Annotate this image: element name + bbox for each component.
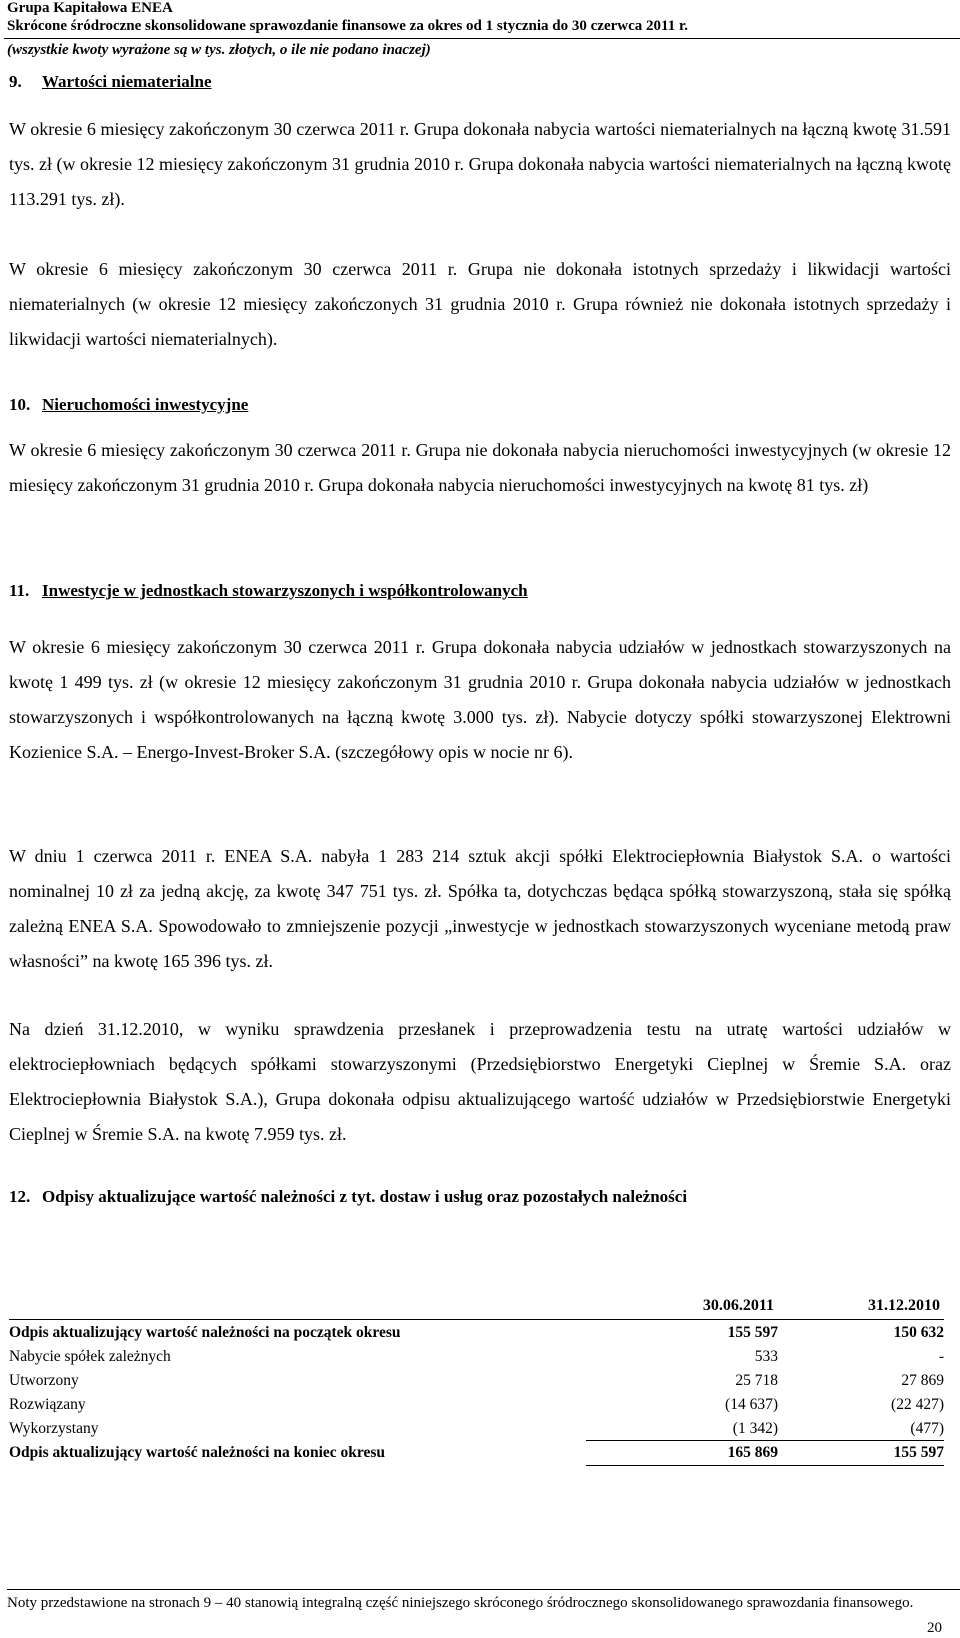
column-header-2010: 31.12.2010 [868,1297,940,1314]
table-row [9,1346,944,1368]
table-row [9,1418,944,1440]
paragraph: W dniu 1 czerwca 2011 r. ENEA S.A. nabyła 1 283 214 sztuk akcji spółki Elektrociepłownia Białystok S.A. o wartości nominalnej 10 zł za jedną akcję, za kwotę 347 751 tys. zł. Spółka ta, dotychczas będąca spółką stowarzyszoną, stała się spółką zależną ENEA S.A. Spowodowało to zmniejszenie pozycji „inwestycje w jednostkach stowarzyszonych wyceniane metodą praw własności” na kwotę 165 396 tys. zł. [9,846,951,971]
page-number: 20 [927,1620,942,1636]
paragraph: W okresie 6 miesięcy zakończonym 30 czerwca 2011 r. Grupa nie dokonała istotnych sprzedaży i likwidacji wartości niematerialnych (w okresie 12 miesięcy zakończonych 31 grudnia 2010 r. Grupa również nie dokonała istotnych sprzedaży i likwidacji wartości niematerialnych). [9,259,951,349]
table-row [9,1322,944,1344]
table-row [9,1370,944,1392]
section-title: Odpisy aktualizujące wartość należności z tyt. dostaw i usług oraz pozostałych należności [42,1187,688,1206]
header-divider [4,38,960,39]
footer-divider [7,1589,960,1590]
paragraph: W okresie 6 miesięcy zakończonym 30 czerwca 2011 r. Grupa dokonała nabycia udziałów w jednostkach stowarzyszonych na kwotę 1 499 tys. zł (w okresie 12 miesięcy zakończonym 31 grudnia 2010 r. Grupa dokonała nabycia udziałów w jednostkach stowarzyszonych i współkontrolowanych na łączną kwotę 3.000 tys. zł). Nabycie dotyczy spółki stowarzyszonej Elektrowni Kozienice S.A. – Energo-Invest-Broker S.A. (szczegółowy opis w nocie nr 6). [9,637,951,762]
row-label: Utworzony [9,1372,79,1389]
value-2010: 150 632 [893,1324,944,1341]
section-title: Inwestycje w jednostkach stowarzyszonych i współkontrolowanych [42,581,528,600]
table-top-rule [9,1319,944,1320]
section-title: Nieruchomości inwestycyjne [42,395,249,414]
company-name: Grupa Kapitałowa ENEA [7,0,173,16]
table-row [9,1442,944,1464]
section-number: 9. [9,72,22,91]
value-2011: (14 637) [725,1396,778,1413]
row-label: Odpis aktualizujący wartość należności na początek okresu [9,1324,401,1341]
value-2011: 25 718 [735,1372,778,1389]
report-title: Skrócone śródroczne skonsolidowane sprawozdanie finansowe za okres od 1 stycznia do 30 czerwca 2011 r. [7,18,688,34]
section-number: 12. [9,1187,31,1206]
section-number: 11. [9,581,30,600]
paragraph: W okresie 6 miesięcy zakończonym 30 czerwca 2011 r. Grupa dokonała nabycia wartości niematerialnych na łączną kwotę 31.591 tys. zł (w okresie 12 miesięcy zakończonym 31 grudnia 2010 r. Grupa dokonała nabycia wartości niematerialnych na łączną kwotę 113.291 tys. zł). [9,119,951,209]
amounts-note: (wszystkie kwoty wyrażone są w tys. złotych, o ile nie podano inaczej) [7,42,431,58]
row-label: Wykorzystany [9,1420,99,1437]
column-header-2011: 30.06.2011 [702,1297,774,1314]
row-label: Nabycie spółek zależnych [9,1348,171,1365]
value-2011: 533 [754,1348,778,1365]
section-heading-11 [9,581,528,601]
value-2011: (1 342) [732,1420,778,1437]
section-heading-12 [9,1187,687,1207]
value-2010: - [938,1348,944,1365]
value-2011: 155 597 [727,1324,778,1341]
paragraph: Na dzień 31.12.2010, w wyniku sprawdzenia przesłanek i przeprowadzenia testu na utratę wartości udziałów w elektrociepłowniach będących spółkami stowarzyszonymi (Przedsiębiorstwo Energetyki Cieplnej w Śremie S.A. oraz Elektrociepłownia Białystok S.A.), Grupa dokonała odpisu aktualizującego wartość udziałów w Przedsiębiorstwie Energetyki Cieplnej w Śremie S.A. na kwotę 7.959 tys. zł. [9,1019,951,1144]
paragraph: W okresie 6 miesięcy zakończonym 30 czerwca 2011 r. Grupa nie dokonała nabycia nieruchomości inwestycyjnych (w okresie 12 miesięcy zakończonym 31 grudnia 2010 r. Grupa dokonała nabycia nieruchomości inwestycyjnych na kwotę 81 tys. zł) [9,440,951,495]
subtotal-rule [586,1440,944,1441]
row-label: Odpis aktualizujący wartość należności na koniec okresu [9,1444,386,1461]
section-number: 10. [9,395,31,414]
table-row [9,1394,944,1416]
value-2010: (22 427) [891,1396,944,1413]
value-2010: 155 597 [893,1444,944,1461]
section-title: Wartości niematerialne [42,72,212,91]
value-2010: (477) [910,1420,944,1437]
total-rule [586,1465,944,1466]
value-2010: 27 869 [901,1372,944,1389]
value-2011: 165 869 [727,1444,778,1461]
row-label: Rozwiązany [9,1396,86,1413]
section-heading-10 [9,395,248,415]
footer-note: Noty przedstawione na stronach 9 – 40 stanowią integralną część niniejszego skróconego śródrocznego skonsolidowanego sprawozdania finansowego. [7,1595,914,1611]
section-heading-9 [9,72,212,92]
